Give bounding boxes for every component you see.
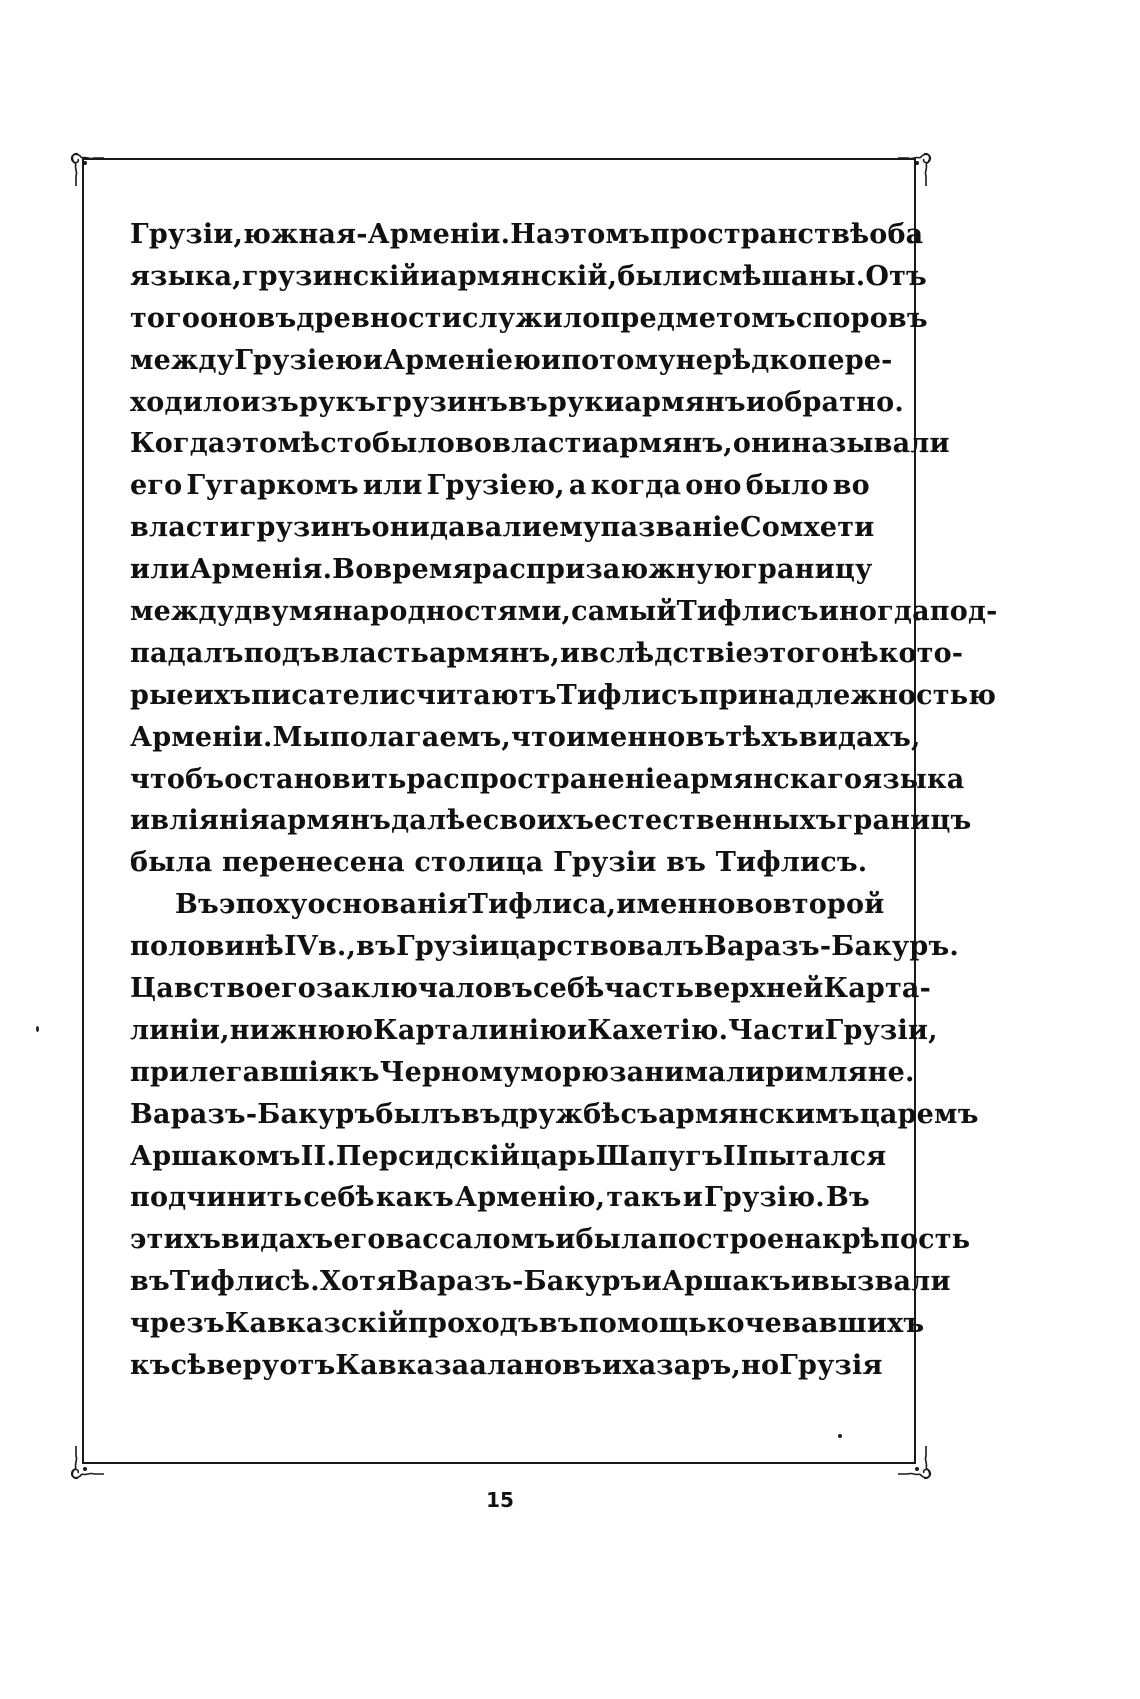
word: пере- (807, 344, 893, 376)
word: съ (620, 1098, 659, 1130)
word: На (510, 219, 554, 250)
word: самый (571, 596, 677, 628)
word: Арменія. (189, 554, 333, 586)
word: Кахетію. (587, 1014, 729, 1046)
word: власти (130, 512, 240, 544)
word: и (560, 637, 581, 669)
word: прилегавшія (130, 1056, 340, 1088)
word: эпоху (218, 889, 308, 921)
word: и (540, 344, 562, 376)
word: его (263, 973, 317, 1005)
word: мѣсто (277, 428, 373, 460)
word: кочевавшихъ (706, 1308, 925, 1340)
ink-speck (838, 1434, 842, 1438)
word: пространствѣ (649, 219, 870, 250)
word: Отъ (865, 260, 927, 292)
word: Варазъ-Бакуръ (130, 1098, 376, 1130)
word: языка, (130, 260, 242, 292)
word: грузинъ (239, 512, 372, 544)
word: Тифлиса, (467, 889, 617, 921)
word: половинѣ (130, 931, 284, 963)
word: рые (130, 679, 194, 711)
text-line (130, 1303, 925, 1345)
word: двумя (234, 596, 333, 628)
word: въ (493, 973, 533, 1005)
word: предметомъ (600, 302, 796, 334)
word: Во (332, 554, 374, 586)
word: далѣе (391, 805, 483, 837)
word: отъ (279, 1350, 336, 1382)
word: въ (130, 1266, 170, 1298)
word: грузинскій (241, 260, 420, 292)
word: заключало (316, 973, 494, 1005)
word: такъ (606, 1182, 682, 1214)
word: власть (320, 637, 429, 669)
word: или (130, 554, 190, 586)
word: армянъ (269, 805, 392, 837)
word: помощь (578, 1308, 707, 1340)
word: и (641, 1266, 662, 1298)
word: Сомхети (740, 512, 875, 544)
word: этого (752, 637, 840, 669)
word: не (675, 344, 713, 376)
word: границъ (836, 805, 972, 837)
word: Когда (130, 428, 226, 460)
word: пазваніе (600, 512, 741, 544)
word: чрезъ (130, 1308, 225, 1340)
word: Кавказа (335, 1350, 470, 1382)
word: Грузію. (704, 1182, 825, 1214)
word: царемъ (859, 1098, 979, 1130)
word: морю (520, 1056, 610, 1088)
word: своихъ (482, 805, 595, 837)
word: часть (604, 973, 695, 1005)
word: II (722, 1140, 749, 1172)
word: Арменію, (455, 1182, 606, 1214)
word: потому (561, 344, 676, 376)
word: армянскимъ (658, 1098, 860, 1130)
text-line (130, 1136, 887, 1178)
word: его (333, 1224, 386, 1256)
text-line (130, 256, 927, 298)
word: рѣдко (713, 344, 808, 376)
word: под- (929, 596, 998, 628)
text-line (130, 800, 972, 842)
word: оба (869, 219, 924, 250)
text-line (130, 549, 873, 591)
word: во (454, 428, 493, 460)
word: армянъ, (428, 637, 561, 669)
word: было (372, 428, 455, 460)
word: армянъ (624, 386, 746, 418)
word: распространеніе (406, 763, 673, 795)
text-line (130, 591, 998, 633)
word: Тифлисъ (676, 596, 819, 628)
word: именно (616, 889, 736, 921)
word: и (790, 1266, 811, 1298)
word: подъ (243, 637, 321, 669)
word: Въ (175, 889, 219, 921)
word: себѣ (532, 973, 605, 1005)
word: Арменіи. (130, 721, 273, 753)
text-line (130, 633, 964, 675)
word: древности (296, 302, 462, 334)
word: Грузія (779, 1350, 883, 1382)
word: Карта- (823, 973, 932, 1005)
text-line (130, 926, 959, 968)
word: распри (472, 554, 586, 586)
word: Шапугъ (595, 1140, 723, 1172)
word: южную (620, 554, 742, 586)
word: Грузіи, (130, 219, 244, 250)
text-line (130, 382, 904, 424)
word: Кавказскій (224, 1308, 409, 1340)
word: армянъ, (601, 428, 733, 460)
word: были (617, 260, 703, 292)
word: Мы (272, 721, 330, 753)
word: римляне. (765, 1056, 915, 1088)
corner-ornament-bottom-right (898, 1446, 934, 1482)
text-line (130, 1219, 971, 1261)
word: верхней (694, 973, 824, 1005)
word: крѣпость (822, 1224, 971, 1256)
word: дружбѣ (500, 1098, 621, 1130)
word: вліянія (150, 805, 270, 837)
word: армянскій, (440, 260, 618, 292)
word: Тифлисъ (556, 679, 699, 711)
word: принадлежностью (698, 679, 997, 711)
word: Аршакомъ (130, 1140, 301, 1172)
word: вассаломъ (385, 1224, 556, 1256)
word: смѣшаны. (702, 260, 866, 292)
word: и (602, 1350, 623, 1382)
word: царь (520, 1140, 596, 1172)
word: его (130, 470, 183, 502)
word: ходило (130, 386, 241, 418)
word: падалъ (130, 637, 244, 669)
text-line (130, 1345, 883, 1387)
word: и (362, 344, 383, 376)
text-line (130, 298, 928, 340)
ink-speck (36, 1026, 39, 1032)
word: руки (547, 386, 625, 418)
word: называли (791, 428, 950, 460)
word: тѣхъ (725, 721, 799, 753)
word: IV (283, 931, 318, 963)
word: они (732, 428, 792, 460)
word: и (567, 1014, 588, 1046)
word: въ (685, 721, 726, 753)
word: и (745, 386, 767, 418)
text-line (130, 1094, 979, 1136)
word: во (832, 470, 870, 502)
word: народностями, (332, 596, 572, 628)
word: хазаръ, (622, 1350, 741, 1382)
word: и (682, 1182, 703, 1214)
word: языка (862, 763, 965, 795)
word: писатели (251, 679, 400, 711)
word: полагаемъ, (329, 721, 511, 753)
word: оно (200, 302, 257, 334)
word: было (745, 470, 829, 502)
word: но (740, 1350, 780, 1382)
word: линіи, (130, 1014, 230, 1046)
text-line (130, 759, 965, 801)
word: остановить (224, 763, 407, 795)
word: и (130, 805, 151, 837)
body-text (130, 214, 998, 1387)
word: Грузіею (234, 344, 363, 376)
paragraph-1 (130, 214, 998, 884)
word: была (575, 1224, 658, 1256)
word: именно (566, 721, 686, 753)
text-line (130, 884, 885, 926)
word: Варазъ-Бакуръ (396, 1266, 642, 1298)
word: считаютъ (399, 679, 557, 711)
word: построена (657, 1224, 823, 1256)
word: нѣкото- (839, 637, 964, 669)
text-line (130, 717, 921, 759)
word: когда (590, 470, 682, 502)
word: за (585, 554, 621, 586)
word: чтобъ (130, 763, 225, 795)
word: пытался (748, 1140, 887, 1172)
word: проходъ (408, 1308, 539, 1340)
word: ему (541, 512, 601, 544)
word: вызвали (810, 1266, 951, 1298)
word: и (555, 1224, 576, 1256)
text-line (130, 1261, 951, 1303)
word: споровъ (795, 302, 928, 334)
word: обратно. (766, 386, 904, 418)
text-line (130, 423, 950, 465)
word: себѣ (303, 1182, 375, 1214)
word: Цавство (130, 973, 264, 1005)
word: въ (538, 1308, 579, 1340)
word: нижнюю (229, 1014, 374, 1046)
text-line (130, 1052, 915, 1094)
word: армянскаго (672, 763, 863, 795)
word: этомъ (553, 219, 650, 250)
word: царствовалъ (499, 931, 704, 963)
corner-ornament-top-right (898, 150, 934, 186)
word: это (225, 428, 278, 460)
word: второй (772, 889, 885, 921)
word: этихъ (130, 1224, 222, 1256)
word: II. (300, 1140, 336, 1172)
word: давали (429, 512, 542, 544)
word: къ (130, 1350, 171, 1382)
word: в., (317, 931, 357, 963)
corner-ornament-bottom-left (68, 1446, 104, 1482)
word: вслѣдствіе (580, 637, 753, 669)
word: изъ (240, 386, 299, 418)
word: или (362, 470, 423, 502)
word: къ (339, 1056, 380, 1088)
word: Грузіи (395, 931, 500, 963)
word: власти (492, 428, 602, 460)
word: былъ (375, 1098, 462, 1130)
word: оно (685, 470, 742, 502)
word: какъ (375, 1182, 454, 1214)
word: Хотя (319, 1266, 397, 1298)
word: ихъ (193, 679, 252, 711)
word: Тифлисѣ. (169, 1266, 320, 1298)
word: Аршакъ (661, 1266, 791, 1298)
word: рукъ (298, 386, 377, 418)
paragraph-2 (130, 884, 979, 1387)
text-line (130, 1010, 938, 1052)
word: Черному (379, 1056, 521, 1088)
word: южная-Арменіи. (243, 219, 511, 250)
text-line (130, 1177, 870, 1219)
word: естественныхъ (594, 805, 837, 837)
word: Персидскій (335, 1140, 521, 1172)
page-number: 15 (486, 1488, 514, 1512)
text-line (130, 507, 875, 549)
word: того (130, 302, 201, 334)
word: Карталинію (373, 1014, 568, 1046)
word: Грузіи, (824, 1014, 938, 1046)
corner-ornament-top-left (68, 150, 104, 186)
word: Части (728, 1014, 825, 1046)
word: границу (741, 554, 873, 586)
word: въ (507, 386, 548, 418)
word: что (511, 721, 567, 753)
word: время (373, 554, 473, 586)
word: и (419, 260, 441, 292)
word: иногда (818, 596, 930, 628)
word: подчинить (130, 1182, 303, 1214)
word: основанія (307, 889, 468, 921)
text-line (130, 968, 932, 1010)
text-line (130, 214, 924, 256)
text-line (130, 465, 870, 507)
word: а (568, 470, 587, 502)
word: Гугаркомъ (186, 470, 359, 502)
word: въ (256, 302, 297, 334)
word: сѣверу (170, 1350, 280, 1382)
word: между (130, 344, 235, 376)
text-line: была перенесена столица Грузіи въ Тифлисъ. (130, 847, 868, 879)
word: видахъ (221, 1224, 334, 1256)
word: занимали (609, 1056, 766, 1088)
word: они (371, 512, 430, 544)
word: Грузіею, (426, 470, 565, 502)
word: въ (461, 1098, 501, 1130)
word: во (735, 889, 773, 921)
text-line (130, 340, 893, 382)
text-line (130, 675, 997, 717)
word: служило (461, 302, 601, 334)
word: Варазъ-Бакуръ. (703, 931, 959, 963)
word: видахъ, (798, 721, 921, 753)
word: алановъ (469, 1350, 603, 1382)
word: между (130, 596, 235, 628)
word: грузинъ (376, 386, 508, 418)
word: Въ (826, 1182, 870, 1214)
word: Арменіею (382, 344, 541, 376)
word: въ (356, 931, 396, 963)
